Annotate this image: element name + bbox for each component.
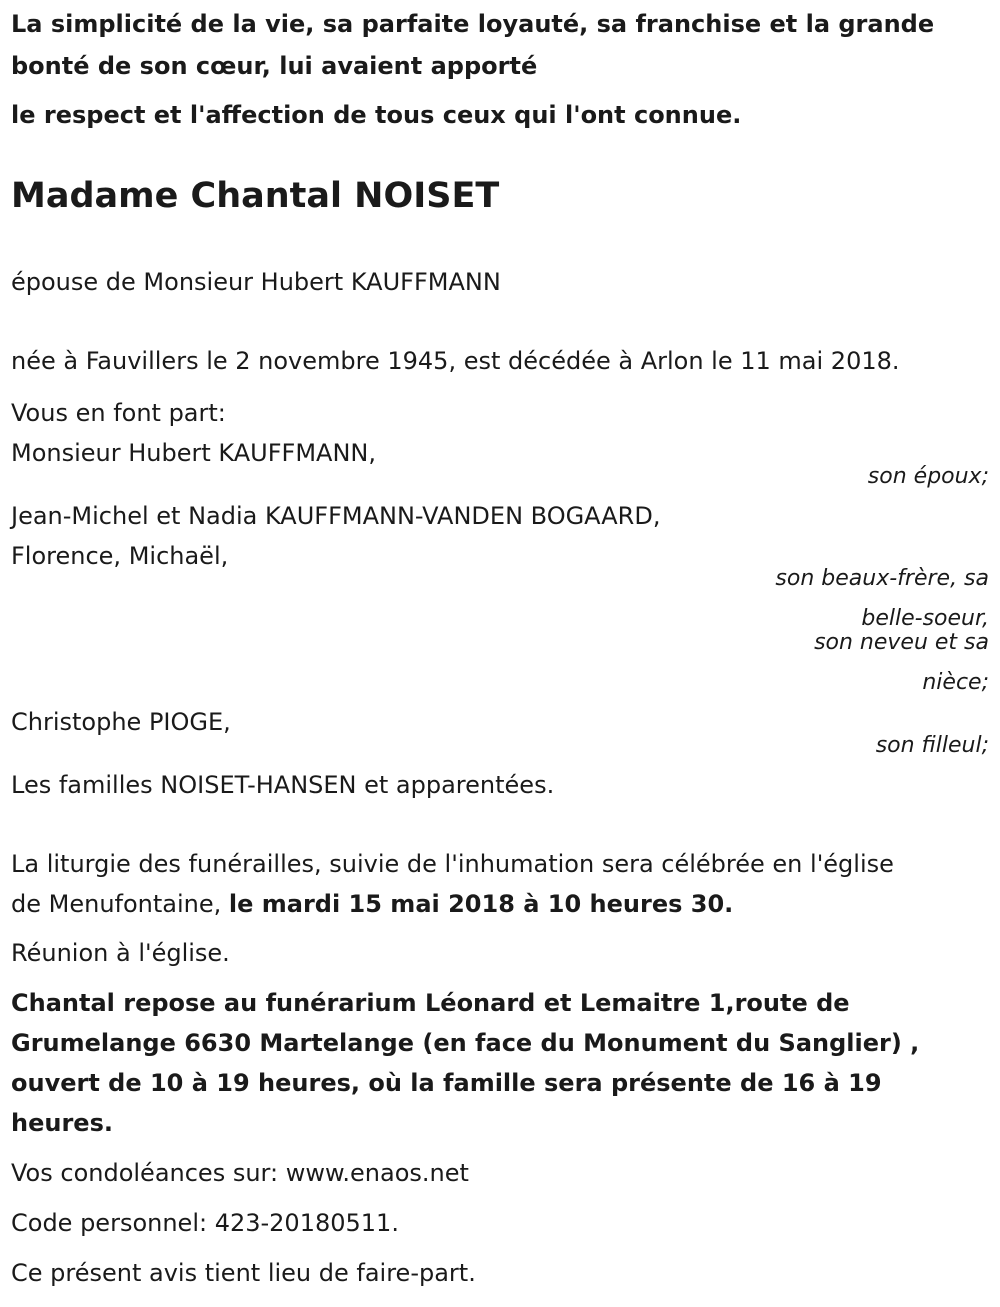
family-member-relation: son filleul; [875, 733, 989, 758]
deceased-name: Madame Chantal NOISET [11, 176, 500, 216]
ceremony-place: de Menufontaine, [11, 890, 229, 918]
family-member-name: Florence, Michaël, [11, 542, 229, 570]
code-line: Code personnel: 423-20180511. [11, 1209, 399, 1237]
family-member-name: Monsieur Hubert KAUFFMANN, [11, 439, 376, 467]
family-member-relation: son neveu et sa [814, 630, 989, 655]
ceremony-line-1: La liturgie des funérailles, suivie de l'inhumation sera célébrée en l'église [11, 850, 894, 878]
family-member-relation: nièce; [922, 670, 989, 695]
funerarium-line-2: Grumelange 6630 Martelange (en face du Monument du Sanglier) , [11, 1029, 920, 1057]
family-member-name: Jean-Michel et Nadia KAUFFMANN-VANDEN BOGAARD, [11, 502, 661, 530]
families-line: Les familles NOISET-HANSEN et apparentées. [11, 771, 555, 799]
ceremony-line-2 [11, 890, 733, 919]
quote-line-2: bonté de son cœur, lui avaient apporté [11, 52, 538, 80]
notice-line: Ce présent avis tient lieu de faire-part. [11, 1259, 476, 1287]
ceremony-date: le mardi 15 mai 2018 à 10 heures 30. [228, 890, 734, 918]
meeting-line: Réunion à l'église. [11, 939, 230, 967]
funerarium-line-4: heures. [11, 1109, 113, 1137]
family-member-relation: son beaux-frère, sa [775, 566, 989, 591]
family-member-relation: son époux; [867, 464, 989, 489]
family-intro: Vous en font part: [11, 399, 226, 427]
funerarium-line-3: ouvert de 10 à 19 heures, où la famille sera présente de 16 à 19 [11, 1069, 882, 1097]
spouse-line: épouse de Monsieur Hubert KAUFFMANN [11, 268, 501, 296]
quote-line-3: le respect et l'affection de tous ceux qui l'ont connue. [11, 101, 742, 129]
family-member-name: Christophe PIOGE, [11, 708, 231, 736]
dates-line: née à Fauvillers le 2 novembre 1945, est décédée à Arlon le 11 mai 2018. [11, 347, 900, 375]
condolences-line: Vos condoléances sur: www.enaos.net [11, 1159, 469, 1187]
quote-line-1: La simplicité de la vie, sa parfaite loyauté, sa franchise et la grande [11, 10, 935, 38]
family-member-relation: belle-soeur, [861, 606, 989, 631]
funerarium-line-1: Chantal repose au funérarium Léonard et Lemaitre 1,route de [11, 989, 850, 1017]
